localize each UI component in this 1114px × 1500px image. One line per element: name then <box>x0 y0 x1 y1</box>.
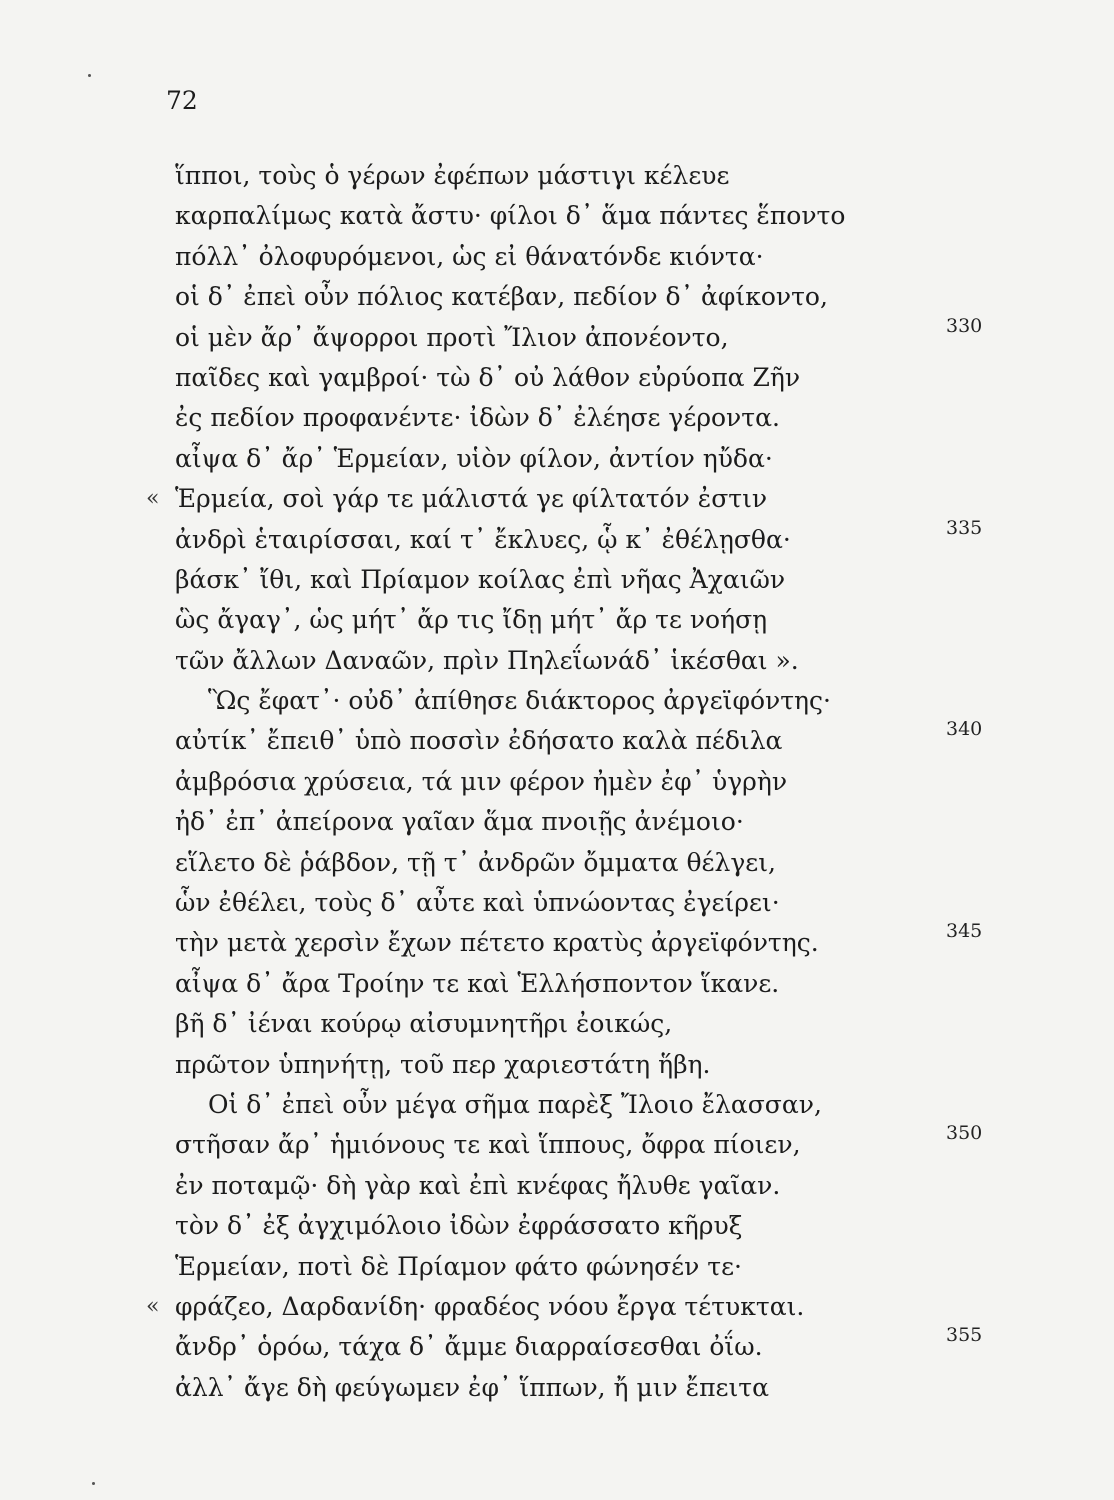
verse-text: οἱ μὲν ἄρ᾽ ἄψορροι προτὶ Ἴλιον ἀπονέοντο, <box>175 322 729 352</box>
verse-line <box>0 1045 1114 1085</box>
verse-text: ἐν ποταμῷ· δὴ γὰρ καὶ ἐπὶ κνέφας ἤλυθε γαῖαν. <box>175 1170 781 1200</box>
verse-text: καρπαλίμως κατὰ ἄστυ· φίλοι δ᾽ ἅμα πάντες ἕποντο <box>175 201 846 231</box>
verse-line <box>0 398 1114 438</box>
verse-text: αὐτίκ᾽ ἔπειθ᾽ ὑπὸ ποσσὶν ἐδήσατο καλὰ πέδιλα <box>175 726 783 756</box>
verse-text: ἐς πεδίον προφανέντε· ἰδὼν δ᾽ ἐλέησε γέροντα. <box>175 403 780 433</box>
verse-text: τὸν δ᾽ ἐξ ἀγχιμόλοιο ἰδὼν ἐφράσσατο κῆρυξ <box>175 1211 743 1241</box>
verse-line <box>0 718 1114 761</box>
verse-text: εἵλετο δὲ ῥάβδον, τῇ τ᾽ ἀνδρῶν ὄμματα θέλγει, <box>175 847 776 877</box>
verse-line <box>0 358 1114 398</box>
verse-line <box>0 196 1114 236</box>
verse-text: Ἑρμείαν, ποτὶ δὲ Πρίαμον φάτο φώνησέν τε· <box>175 1251 742 1281</box>
verse-line <box>0 641 1114 681</box>
verse-line <box>0 802 1114 842</box>
verse-block <box>0 156 1114 1408</box>
verse-text: ἀλλ᾽ ἄγε δὴ φεύγωμεν ἐφ᾽ ἵππων, ἤ μιν ἔπειτα <box>175 1372 769 1402</box>
verse-text: αἶψα δ᾽ ἄρ᾽ Ἑρμείαν, υἱὸν φίλον, ἀντίον ηὔδα· <box>175 443 773 473</box>
verse-text: ἀμβρόσια χρύσεια, τά μιν φέρον ἠμὲν ἐφ᾽ ὑγρὴν <box>175 766 788 796</box>
verse-text: Ὣς ἔφατ᾽· οὐδ᾽ ἀπίθησε διάκτορος ἀργεϊφόντης· <box>208 686 831 716</box>
verse-text: ὣς ἄγαγ᾽, ὡς μήτ᾽ ἄρ τις ἴδῃ μήτ᾽ ἄρ τε νοήσῃ <box>175 605 768 635</box>
verse-line <box>0 1368 1114 1408</box>
verse-text: Οἱ δ᾽ ἐπεὶ οὖν μέγα σῆμα παρὲξ Ἴλοιο ἔλασσαν, <box>208 1089 822 1119</box>
verse-text: ἠδ᾽ ἐπ᾽ ἀπείρονα γαῖαν ἅμα πνοιῇς ἀνέμοιο· <box>175 807 744 837</box>
verse-line <box>0 237 1114 277</box>
verse-line <box>0 762 1114 802</box>
verse-line-number: 335 <box>946 516 983 539</box>
verse-line-number: 330 <box>946 314 983 337</box>
verse-line <box>0 156 1114 196</box>
verse-text: αἶψα δ᾽ ἄρα Τροίην τε καὶ Ἑλλήσποντον ἵκανε. <box>175 968 780 998</box>
verse-line <box>0 1004 1114 1044</box>
verse-text: ἵπποι, τοὺς ὁ γέρων ἐφέπων μάστιγι κέλευε <box>175 161 730 190</box>
verse-line <box>0 314 1114 358</box>
verse-line-number: 345 <box>946 920 983 943</box>
verse-text: στῆσαν ἄρ᾽ ἡμιόνους τε καὶ ἵππους, ὄφρα πίοιεν, <box>175 1130 801 1160</box>
verse-text: βῆ δ᾽ ἰέναι κούρῳ αἰσυμνητῆρι ἐοικώς, <box>175 1009 673 1039</box>
verse-line <box>0 439 1114 479</box>
verse-line-number: 340 <box>946 718 983 741</box>
verse-line-number: 355 <box>946 1324 983 1347</box>
verse-text: Ἑρμεία, σοὶ γάρ τε μάλιστά γε φίλτατόν ἐστιν <box>175 484 768 514</box>
verse-text: παῖδες καὶ γαμβροί· τὼ δ᾽ οὐ λάθον εὐρύοπα Ζῆν <box>175 362 801 392</box>
verse-line <box>0 516 1114 560</box>
verse-text: τὴν μετὰ χερσὶν ἔχων πέτετο κρατὺς ἀργεϊφόντης. <box>175 928 819 958</box>
verse-line-number: 350 <box>946 1122 983 1145</box>
verse-text: οἱ δ᾽ ἐπεὶ οὖν πόλιος κατέβαν, πεδίον δ᾽ ἀφίκοντο, <box>175 282 828 312</box>
page-number: 72 <box>166 86 198 115</box>
print-speck <box>92 1482 95 1485</box>
verse-line <box>0 964 1114 1004</box>
verse-text: ὧν ἐθέλει, τοὺς δ᾽ αὖτε καὶ ὑπνώοντας ἐγείρει· <box>175 888 780 918</box>
verse-line <box>0 1122 1114 1165</box>
verse-line <box>0 1247 1114 1287</box>
print-speck <box>88 74 91 77</box>
verse-line <box>0 843 1114 883</box>
verse-line <box>0 1206 1114 1246</box>
verse-text: ἄνδρ᾽ ὁρόω, τάχα δ᾽ ἄμμε διαρραίσεσθαι ὀΐω. <box>175 1332 763 1362</box>
verse-text: πόλλ᾽ ὀλοφυρόμενοι, ὡς εἰ θάνατόνδε κιόντα· <box>175 241 764 271</box>
verse-line <box>0 600 1114 640</box>
verse-line <box>0 1324 1114 1367</box>
verse-text: πρῶτον ὑπηνήτῃ, τοῦ περ χαριεστάτη ἥβη. <box>175 1049 711 1079</box>
speech-quote-mark: « <box>146 486 160 512</box>
verse-line <box>0 920 1114 963</box>
verse-text: ἀνδρὶ ἑταιρίσσαι, καί τ᾽ ἔκλυες, ᾧ κ᾽ ἐθέλῃσθα· <box>175 524 791 554</box>
verse-text: φράζεο, Δαρδανίδη· φραδέος νόου ἔργα τέτυκται. <box>175 1291 805 1321</box>
verse-line <box>0 560 1114 600</box>
verse-line <box>0 1166 1114 1206</box>
verse-text: βάσκ᾽ ἴθι, καὶ Πρίαμον κοίλας ἐπὶ νῆας Ἀχαιῶν <box>175 564 786 594</box>
speech-quote-mark: « <box>146 1293 160 1319</box>
verse-text: τῶν ἄλλων Δαναῶν, πρὶν Πηλεΐωνάδ᾽ ἱκέσθαι ». <box>175 645 799 675</box>
